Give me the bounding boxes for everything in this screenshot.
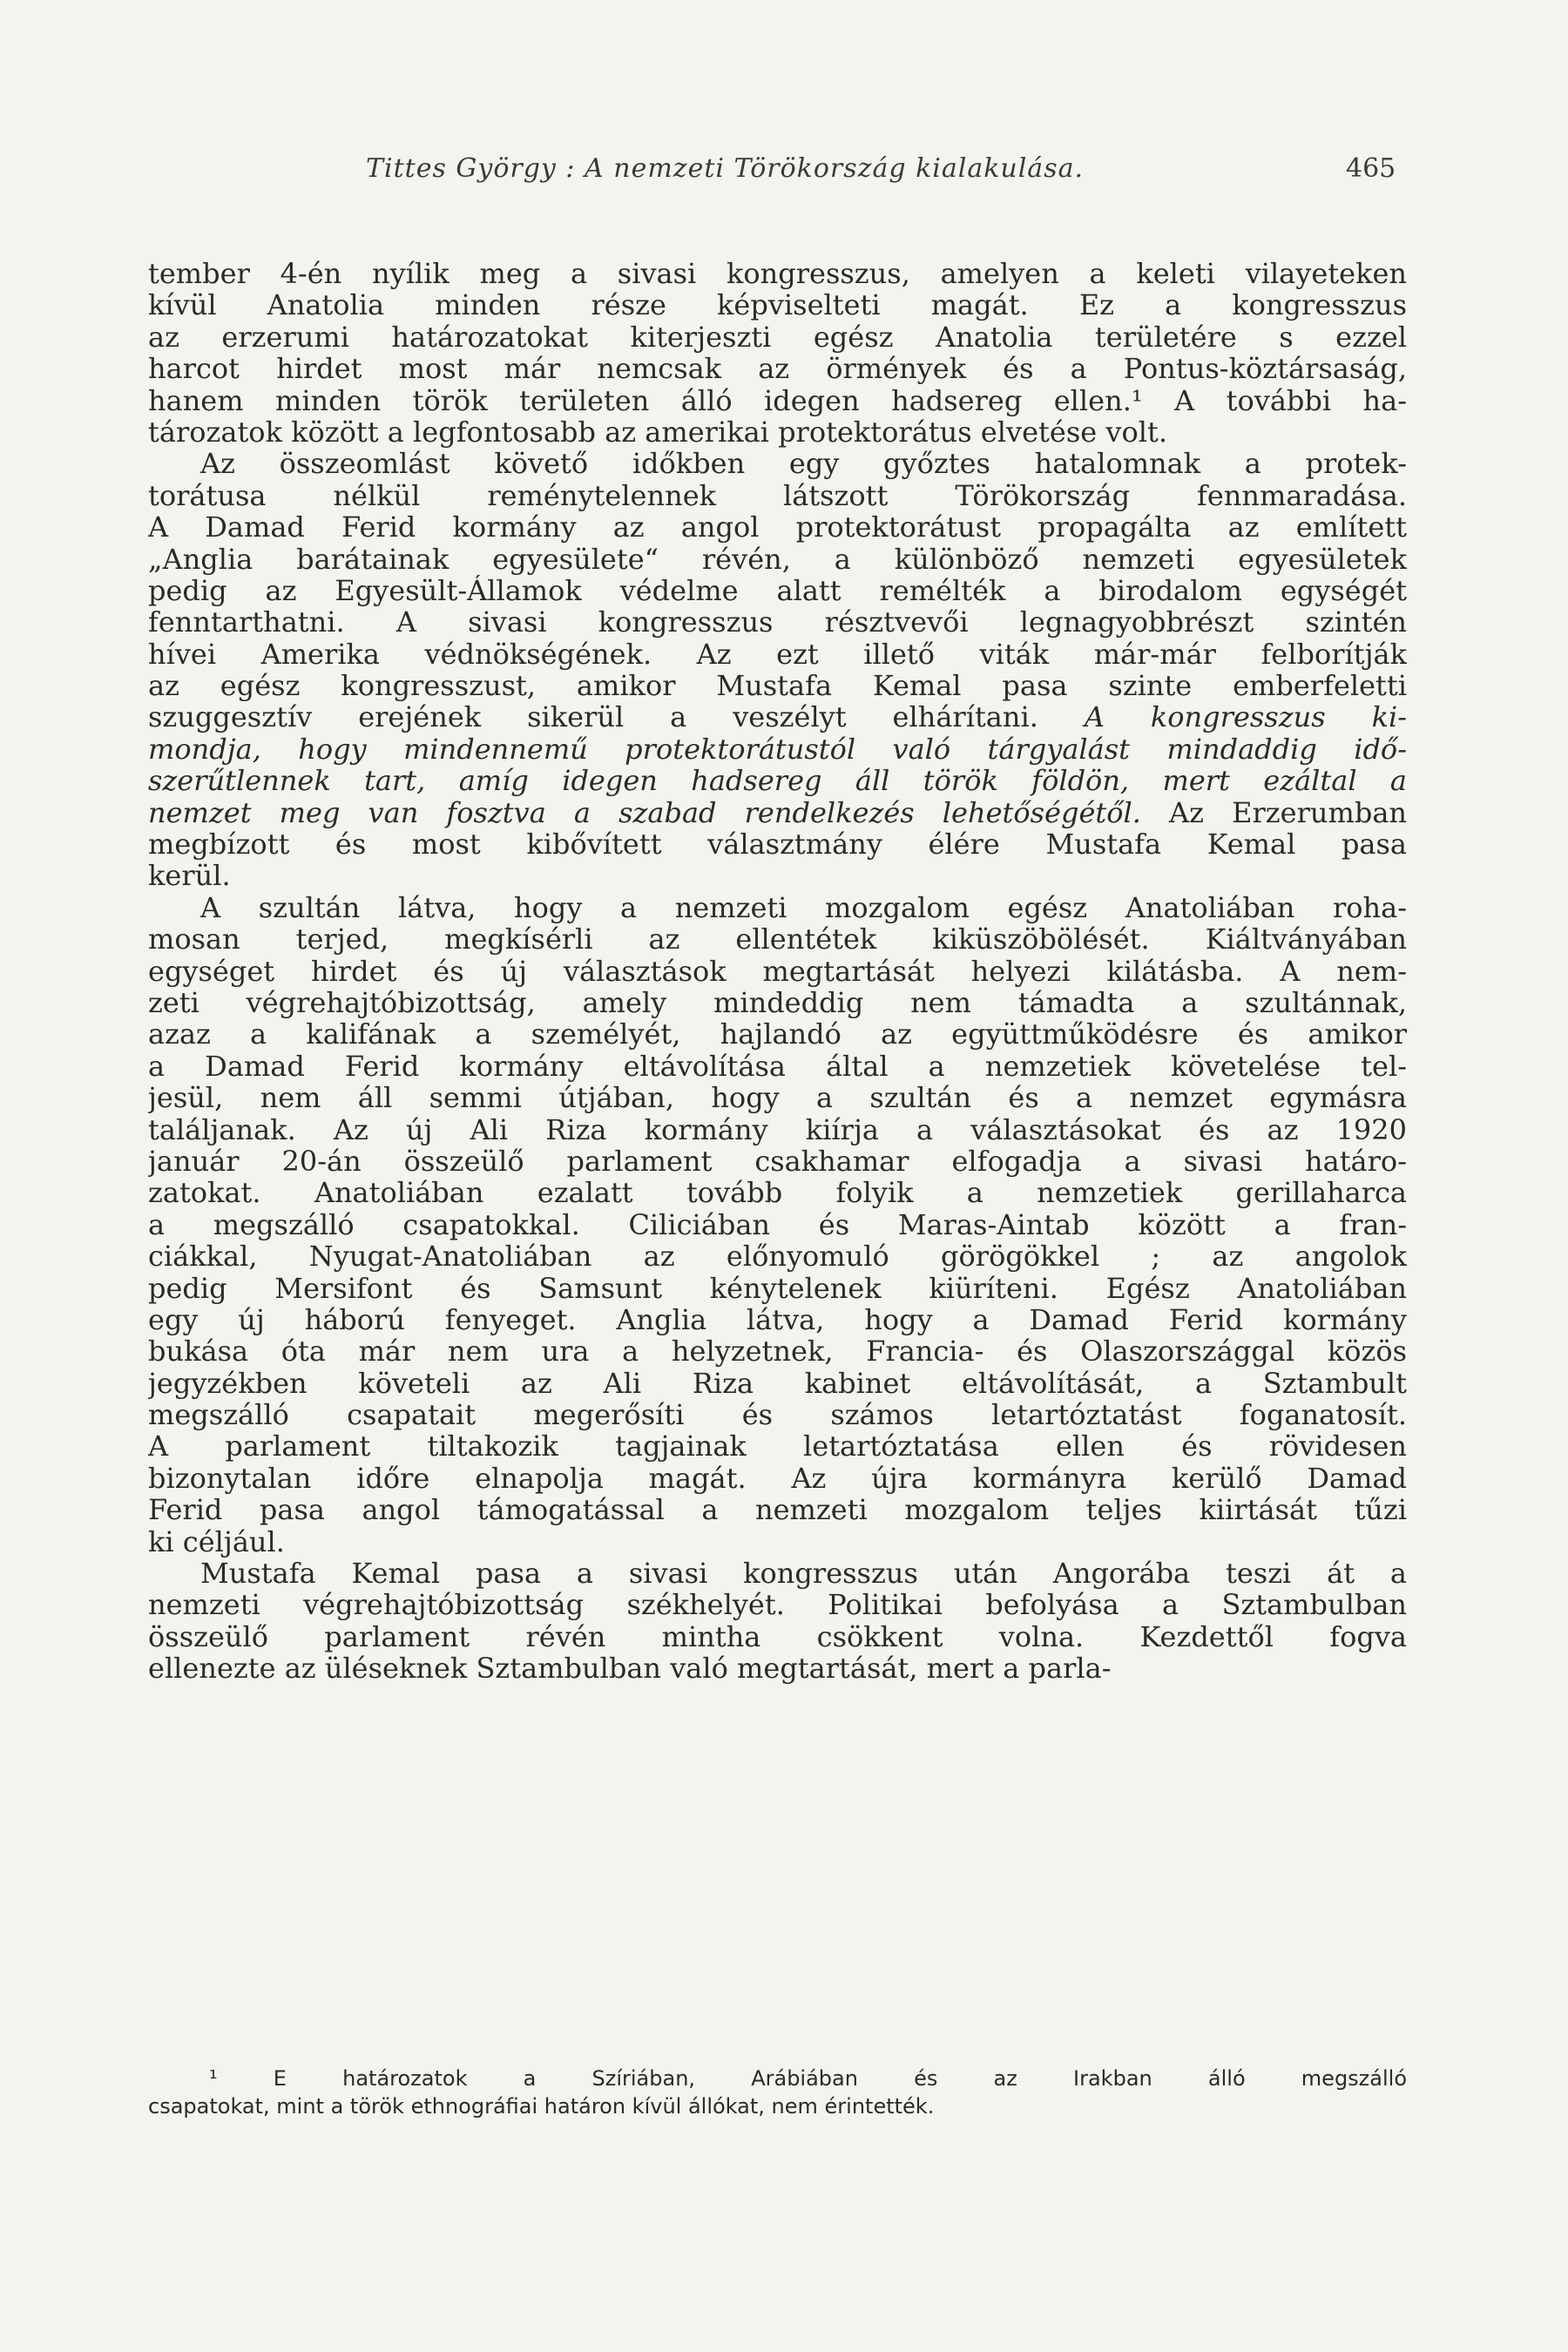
text-line xyxy=(148,1273,1407,1304)
line-text: nemzeti végrehajtóbizottság székhelyét. Politikai befolyása a Sztambulban xyxy=(148,1589,1407,1621)
line-text: ellenezte az üléseknek Sztambulban való megtartását, mert a parla- xyxy=(148,1652,1112,1685)
text-line xyxy=(148,289,1407,321)
text-line xyxy=(148,1082,1407,1113)
text-line xyxy=(148,575,1407,606)
text-line xyxy=(148,765,1407,796)
text-line xyxy=(148,828,1407,860)
text-line xyxy=(148,511,1407,543)
line-text: hanem minden török területen álló idegen hadsereg ellen.¹ A további ha- xyxy=(148,384,1407,416)
text-line xyxy=(148,1018,1407,1050)
text-line xyxy=(148,860,1407,891)
italic-text: szerűtlennek tart, amíg idegen hadsereg áll török földön, mert ezáltal a xyxy=(148,765,1407,797)
text-line xyxy=(148,1240,1407,1272)
line-text: a megszálló csapatokkal. Ciliciában és Maras-Aintab között a fran- xyxy=(148,1208,1407,1241)
line-text: pedig Mersifont és Samsunt kénytelenek kiüríteni. Egész Anatoliában xyxy=(148,1272,1407,1304)
text-line xyxy=(148,1114,1407,1146)
line-text: Mustafa Kemal pasa a sivasi kongresszus után Angorába teszi át a xyxy=(200,1558,1407,1590)
text-line xyxy=(148,606,1407,638)
text-line xyxy=(148,1399,1407,1430)
text-line xyxy=(148,448,1407,479)
text-line xyxy=(148,1368,1407,1399)
text-line xyxy=(148,1526,1407,1558)
line-text: Az Erzerumban xyxy=(1140,796,1407,829)
line-text: ki céljául. xyxy=(148,1525,285,1558)
line-text: zeti végrehajtóbizottság, amely mindeddig nem támadta a szultánnak, xyxy=(148,986,1407,1019)
text-line xyxy=(148,1430,1407,1462)
body-text xyxy=(148,258,1407,1685)
line-text: A Damad Ferid kormány az angol protektorátust propagálta az említett xyxy=(148,511,1407,544)
line-text: egy új háború fenyeget. Anglia látva, hogy a Damad Ferid kormány xyxy=(148,1303,1407,1336)
line-text: bizonytalan időre elnapolja magát. Az újra kormányra kerülő Damad xyxy=(148,1462,1407,1495)
line-text: mosan terjed, megkísérli az ellentétek kiküszöbölését. Kiáltványában xyxy=(148,923,1407,956)
text-line xyxy=(148,1209,1407,1240)
text-line xyxy=(148,733,1407,765)
line-text: Az összeomlást követő időkben egy győztes hatalomnak a protek- xyxy=(200,448,1407,480)
line-text: pedig az Egyesült-Államok védelme alatt remélték a birodalom egységét xyxy=(148,574,1407,607)
line-text: kívül Anatolia minden része képviselteti magát. Ez a kongresszus xyxy=(148,289,1407,321)
text-line xyxy=(148,956,1407,987)
line-text: harcot hirdet most már nemcsak az örmények és a Pontus-köztársaság, xyxy=(148,353,1407,385)
line-text: összeülő parlament révén mintha csökkent volna. Kezdettől fogva xyxy=(148,1620,1407,1653)
line-text: január 20-án összeülő parlament csakhamar elfogadja a sivasi határo- xyxy=(148,1145,1407,1178)
line-text: azaz a kalifának a személyét, hajlandó az együttműködésre és amikor xyxy=(148,1018,1407,1051)
text-line xyxy=(148,797,1407,828)
text-line xyxy=(148,639,1407,670)
text-line xyxy=(148,480,1407,511)
text-line xyxy=(148,1621,1407,1652)
line-text: A parlament tiltakozik tagjainak letartóztatása ellen és rövidesen xyxy=(148,1430,1407,1463)
text-line xyxy=(148,1558,1407,1589)
line-text: jegyzékben követeli az Ali Riza kabinet eltávolítását, a Sztambult xyxy=(148,1367,1407,1400)
text-line xyxy=(148,987,1407,1018)
line-text: kerül. xyxy=(148,860,231,892)
text-line xyxy=(148,670,1407,701)
line-text: megbízott és most kibővített választmány élére Mustafa Kemal pasa xyxy=(148,828,1407,861)
text-line xyxy=(148,1146,1407,1177)
text-line xyxy=(148,353,1407,384)
line-text: megszálló csapatait megerősíti és számos letartóztatást foganatosít. xyxy=(148,1399,1407,1431)
text-line xyxy=(148,385,1407,416)
italic-text: nemzet meg van fosztva a szabad rendelkezés lehetőségétől. xyxy=(148,796,1141,829)
line-text: a Damad Ferid kormány eltávolítása által a nemzetiek követelése tel- xyxy=(148,1050,1407,1083)
line-text: zatokat. Anatoliában ezalatt tovább folyik a nemzetiek gerillaharca xyxy=(148,1177,1407,1209)
italic-text: mondja, hogy mindennemű protektorátustól való tárgyalást mindaddig idő- xyxy=(148,733,1407,766)
running-head-title: Tittes György : A nemzeti Törökország kialakulása. xyxy=(366,153,1085,184)
text-line xyxy=(148,321,1407,353)
text-line xyxy=(148,544,1407,575)
line-text: fenntarthatni. A sivasi kongresszus résztvevői legnagyobbrészt szintén xyxy=(148,606,1407,639)
line-text: hívei Amerika védnökségének. Az ezt illető viták már-már felborítják xyxy=(148,638,1407,671)
text-line xyxy=(148,892,1407,923)
footnote xyxy=(148,2065,1407,2120)
text-line xyxy=(148,1051,1407,1082)
line-text: tember 4-én nyílik meg a sivasi kongresszus, amelyen a keleti vilayeteken xyxy=(148,258,1407,290)
text-line xyxy=(148,1463,1407,1494)
text-line xyxy=(148,701,1407,733)
page-number: 465 xyxy=(1346,153,1396,184)
footnote-line: csapatokat, mint a török ethnográfiai határon kívül állókat, nem érintették. xyxy=(148,2094,935,2119)
line-text: találjanak. Az új Ali Riza kormány kiírja a választásokat és az 1920 xyxy=(148,1113,1407,1146)
line-text: ciákkal, Nyugat-Anatoliában az előnyomuló görögökkel ; az angolok xyxy=(148,1240,1407,1273)
text-line xyxy=(148,258,1407,289)
text-line xyxy=(148,1652,1407,1684)
text-line xyxy=(148,923,1407,955)
line-text: torátusa nélkül reménytelennek látszott Törökország fennmaradása. xyxy=(148,479,1407,512)
line-text: „Anglia barátainak egyesülete“ révén, a különböző nemzeti egyesületek xyxy=(148,543,1407,575)
line-text: bukása óta már nem ura a helyzetnek, Francia- és Olaszországgal közös xyxy=(148,1335,1407,1368)
line-text: A szultán látva, hogy a nemzeti mozgalom egész Anatoliában roha- xyxy=(200,891,1407,924)
footnote-line: ¹ E határozatok a Szíriában, Arábiában és az Irakban álló megszálló xyxy=(209,2066,1407,2091)
text-line xyxy=(148,1304,1407,1335)
line-text: szuggesztív erejének sikerül a veszélyt elhárítani. xyxy=(148,701,1085,733)
italic-text: A kongresszus ki- xyxy=(1084,701,1407,733)
line-text: jesül, nem áll semmi útjában, hogy a szultán és a nemzet egymásra xyxy=(148,1082,1407,1114)
line-text: tározatok között a legfontosabb az amerikai protektorátus elvetése volt. xyxy=(148,416,1167,449)
line-text: Ferid pasa angol támogatással a nemzeti mozgalom teljes kiirtását tűzi xyxy=(148,1494,1407,1526)
text-line xyxy=(148,1494,1407,1525)
text-line xyxy=(148,1589,1407,1620)
text-line xyxy=(148,1177,1407,1208)
line-text: egységet hirdet és új választások megtartását helyezi kilátásba. A nem- xyxy=(148,955,1407,987)
line-text: az erzerumi határozatokat kiterjeszti egész Anatolia területére s ezzel xyxy=(148,321,1407,354)
text-line xyxy=(148,416,1407,448)
line-text: az egész kongresszust, amikor Mustafa Kemal pasa szinte emberfeletti xyxy=(148,670,1407,702)
text-line xyxy=(148,1335,1407,1367)
